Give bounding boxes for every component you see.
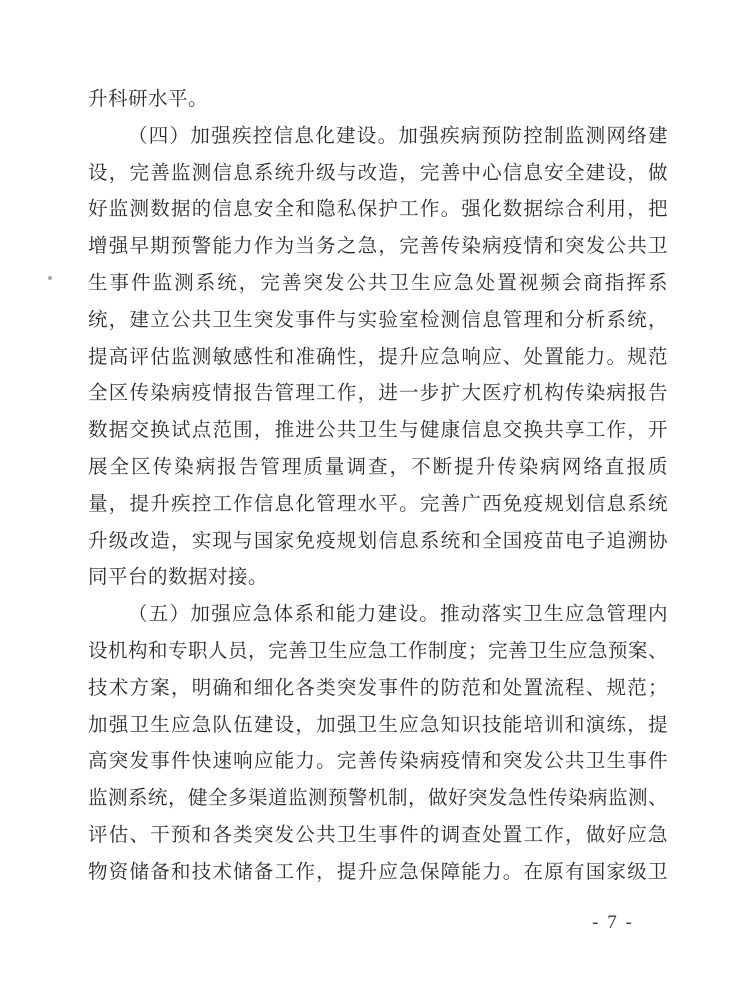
text-line: 数据交换试点范围，推进公共卫生与健康信息交换共享工作，开: [88, 420, 668, 442]
text-line: 评估、干预和各类突发公共卫生事件的调查处置工作，做好应急: [88, 824, 668, 846]
text-line: 提高评估监测敏感性和准确性，提升应急响应、处置能力。规范: [88, 346, 668, 368]
page-number: - 7 -: [592, 912, 634, 933]
scan-speck: [48, 276, 52, 280]
text-line: 高突发事件快速响应能力。完善传染病疫情和突发公共卫生事件: [88, 751, 668, 773]
text-line: 技术方案，明确和细化各类突发事件的防范和处置流程、规范；: [88, 677, 668, 699]
text-line: 物资储备和技术储备工作，提升应急保障能力。在原有国家级卫: [88, 861, 668, 883]
text-line: 生事件监测系统，完善突发公共卫生应急处置视频会商指挥系: [88, 272, 668, 294]
text-line: 好监测数据的信息安全和隐私保护工作。强化数据综合利用，把: [88, 199, 668, 221]
text-line: 量，提升疾控工作信息化管理水平。完善广西免疫规划信息系统: [88, 493, 668, 515]
text-line: 升科研水平。: [88, 89, 209, 110]
text-line: 加强卫生应急队伍建设，加强卫生应急知识技能培训和演练，提: [88, 714, 668, 736]
text-line: 监测系统，健全多渠道监测预警机制，做好突发急性传染病监测、: [88, 788, 668, 810]
document-body: [88, 82, 668, 892]
text-line: 升级改造，实现与国家免疫规划信息系统和全国疫苗电子追溯协: [88, 530, 668, 552]
text-line: 增强早期预警能力作为当务之急，完善传染病疫情和突发公共卫: [88, 236, 668, 258]
text-line: 同平台的数据对接。: [88, 567, 269, 589]
text-line: 设机构和专职人员，完善卫生应急工作制度；完善卫生应急预案、: [88, 640, 668, 662]
text-line: 展全区传染病报告管理质量调查，不断提升传染病网络直报质: [88, 456, 668, 478]
text-line: （五）加强应急体系和能力建设。推动落实卫生应急管理内: [128, 604, 668, 626]
text-line: 统，建立公共卫生突发事件与实验室检测信息管理和分析系统，: [88, 309, 668, 331]
text-line: 设，完善监测信息系统升级与改造，完善中心信息安全建设，做: [88, 162, 668, 184]
text-line: 全区传染病疫情报告管理工作，进一步扩大医疗机构传染病报告: [88, 383, 668, 405]
text-line: （四）加强疾控信息化建设。加强疾病预防控制监测网络建: [128, 125, 668, 147]
